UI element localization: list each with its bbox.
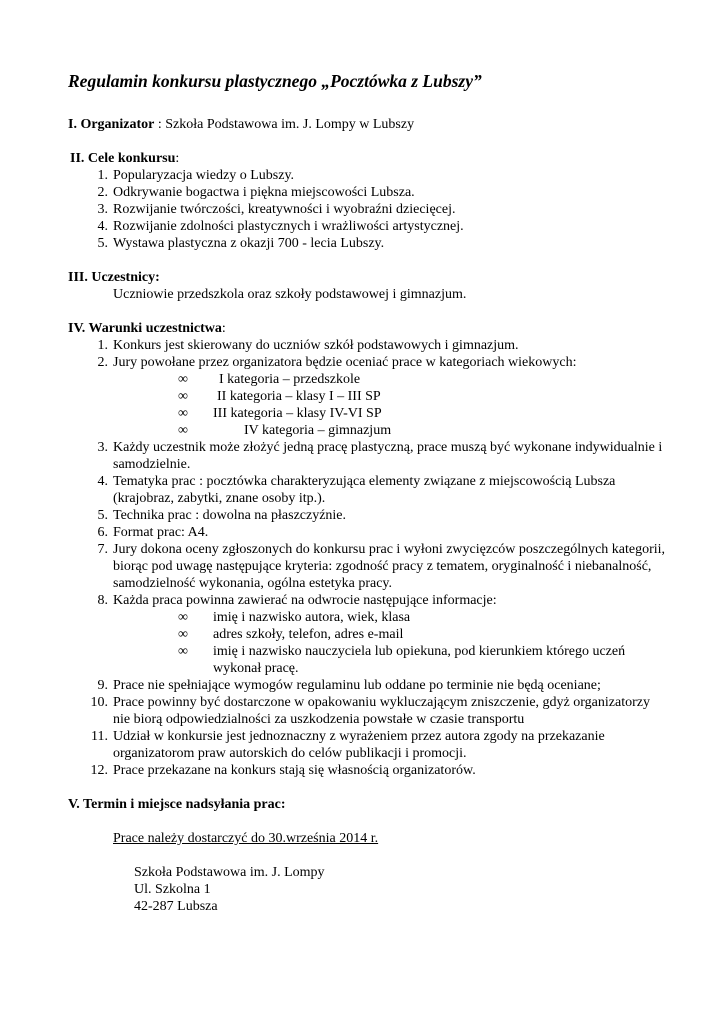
list-item: 5. Wystawa plastyczna z okazji 700 - lecia Lubszy. bbox=[97, 236, 385, 251]
section-goals-heading bbox=[68, 150, 668, 167]
info-item: ∞ imię i nazwisko autora, wiek, klasa bbox=[178, 610, 411, 625]
infinity-icon: ∞ bbox=[178, 644, 188, 659]
list-item: 6. Format prac: A4. bbox=[97, 525, 209, 540]
organizer-text: Szkoła Podstawowa im. J. Lompy w Lubszy bbox=[165, 117, 415, 132]
infinity-icon: ∞ bbox=[178, 389, 188, 404]
list-item: 10. Prace powinny być dostarczone w opakowaniu wykluczającym zniszczenie, gdyż organizatorzy nie biorą odpowiedzialności za uszkodzenia powstałe w czasie transportu bbox=[90, 695, 650, 727]
list-item: 5. Technika prac : dowolna na płaszczyźnie. bbox=[97, 508, 347, 523]
section-organizer bbox=[68, 116, 668, 133]
info-item: ∞ adres szkoły, telefon, adres e-mail bbox=[178, 627, 404, 642]
section-conditions-heading bbox=[68, 320, 668, 337]
goals-heading: II. Cele konkursu bbox=[70, 151, 176, 166]
goals-colon: : bbox=[175, 151, 180, 166]
infinity-icon: ∞ bbox=[178, 406, 188, 421]
address-line: 42-287 Lubsza bbox=[134, 899, 218, 914]
list-item: 4. Tematyka prac : pocztówka charakteryzująca elementy związane z miejscowością Lubsza (krajobraz, zabytki, znane osoby itp.). bbox=[97, 474, 616, 506]
category-item: ∞ III kategoria – klasy IV-VI SP bbox=[178, 406, 382, 421]
infinity-icon: ∞ bbox=[178, 372, 188, 387]
organizer-heading: I. Organizator bbox=[68, 117, 155, 132]
participants-text: Uczniowie przedszkola oraz szkoły podstawowej i gimnazjum. bbox=[113, 287, 467, 302]
deadline-heading: V. Termin i miejsce nadsyłania prac: bbox=[68, 797, 286, 812]
list-item: 11. Udział w konkursie jest jednoznaczny z wyrażeniem przez autora zgody na przekazanie organizatorom praw autorskich do celów publikacji i promocji. bbox=[91, 729, 605, 761]
conditions-heading: IV. Warunki uczestnictwa bbox=[68, 321, 222, 336]
category-item: ∞ IV kategoria – gimnazjum bbox=[178, 423, 392, 438]
list-item: 1. Konkurs jest skierowany do uczniów szkół podstawowych i gimnazjum. bbox=[97, 338, 519, 353]
participants-heading: III. Uczestnicy: bbox=[68, 270, 160, 285]
address-line: Szkoła Podstawowa im. J. Lompy bbox=[134, 865, 325, 880]
list-item: 8. Każda praca powinna zawierać na odwrocie następujące informacje: bbox=[97, 593, 497, 608]
list-item: 2. Odkrywanie bogactwa i piękna miejscowości Lubsza. bbox=[97, 185, 415, 200]
category-item: ∞ I kategoria – przedszkole bbox=[178, 372, 361, 387]
organizer-separator: : bbox=[154, 117, 166, 132]
list-item: 1. Popularyzacja wiedzy o Lubszy. bbox=[97, 168, 295, 183]
list-item: 7. Jury dokona oceny zgłoszonych do konkursu prac i wyłoni zwycięzców poszczególnych kategorii, biorąc pod uwagę następujące kryteria: zgodność pracy z tematem, oryginalność i niebanalność, samodzielność wykonania, ogólna estetyka pracy. bbox=[97, 542, 666, 591]
document-title: Regulamin konkursu plastycznego „Pocztówka z Lubszy” bbox=[68, 71, 482, 91]
list-item: 4. Rozwijanie zdolności plastycznych i wrażliwości artystycznej. bbox=[97, 219, 464, 234]
infinity-icon: ∞ bbox=[178, 610, 188, 625]
info-item: ∞ imię i nazwisko nauczyciela lub opiekuna, pod kierunkiem którego uczeń wykonał pracę. bbox=[178, 644, 626, 676]
address-line: Ul. Szkolna 1 bbox=[134, 882, 211, 897]
list-item: 9. Prace nie spełniające wymogów regulaminu lub oddane po terminie nie będą oceniane; bbox=[97, 678, 601, 693]
list-item: 12. Prace przekazane na konkurs stają się własnością organizatorów. bbox=[90, 763, 476, 778]
category-item: ∞ II kategoria – klasy I – III SP bbox=[178, 389, 381, 404]
infinity-icon: ∞ bbox=[178, 423, 188, 438]
deadline-text: Prace należy dostarczyć do 30.września 2014 r. bbox=[113, 831, 379, 846]
infinity-icon: ∞ bbox=[178, 627, 188, 642]
list-item: 3. Każdy uczestnik może złożyć jedną pracę plastyczną, prace muszą być wykonane indywidualnie i samodzielnie. bbox=[97, 440, 663, 472]
conditions-colon: : bbox=[221, 321, 226, 336]
document-page bbox=[68, 70, 668, 915]
list-item: 3. Rozwijanie twórczości, kreatywności i wyobraźni dziecięcej. bbox=[97, 202, 456, 217]
list-item: 2. Jury powołane przez organizatora będzie oceniać prace w kategoriach wiekowych: bbox=[97, 355, 577, 370]
